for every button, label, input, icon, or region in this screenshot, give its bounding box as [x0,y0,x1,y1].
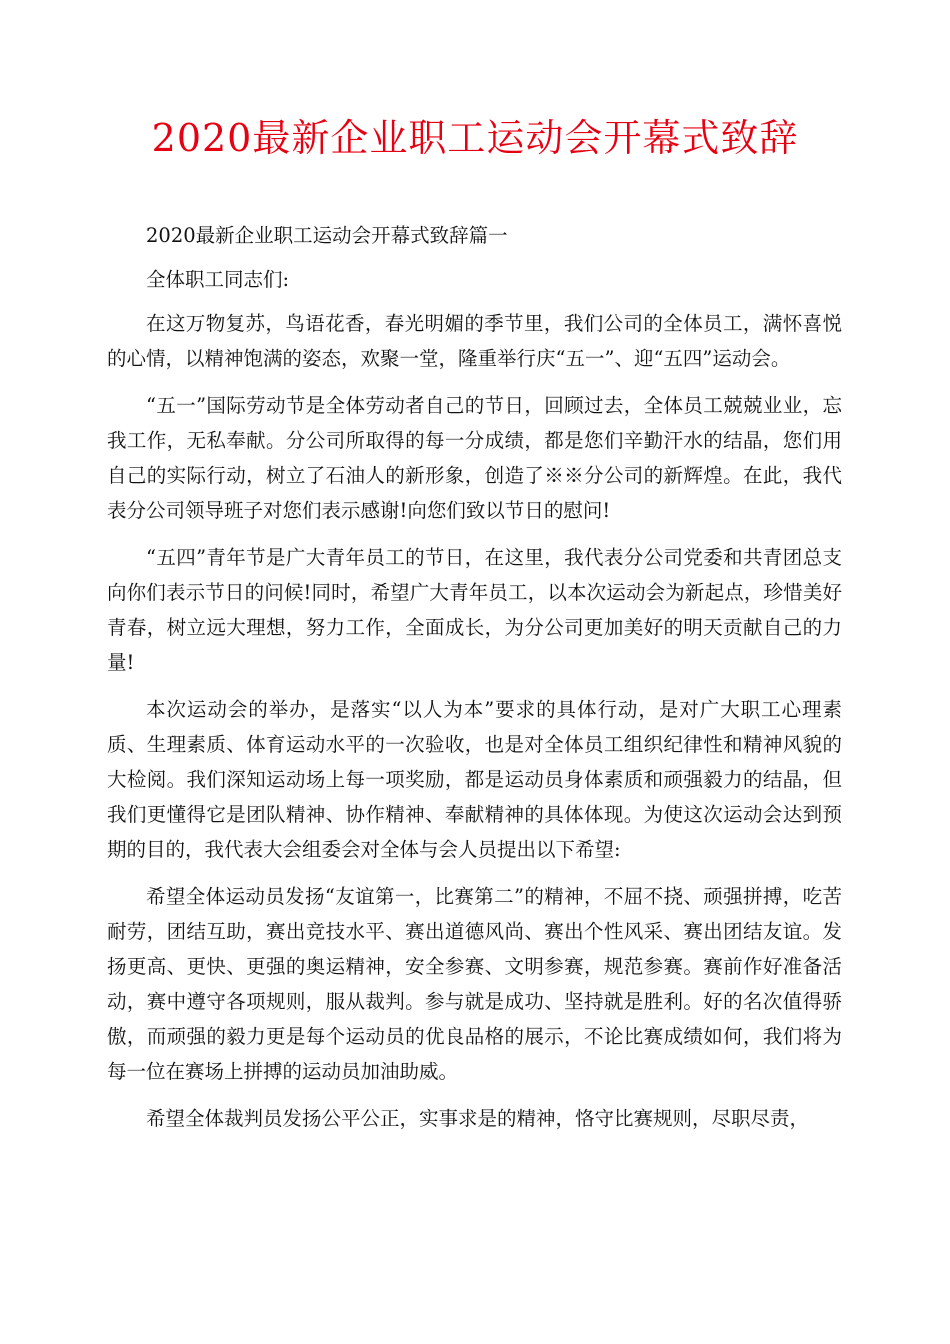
paragraph: “五一”国际劳动节是全体劳动者自己的节日，回顾过去，全体员工兢兢业业，忘我工作，无私奉献。分公司所取得的每一分成绩，都是您们辛勤汗水的结晶，您们用自己的实际行动，树立了石油人的新形象，创造了※※分公司的新辉煌。在此，我代表分公司领导班子对您们表示感谢!向您们致以节日的慰问! [107,394,842,522]
salutation: 全体职工同志们: [146,268,290,291]
paragraph: 希望全体裁判员发扬公平公正，实事求是的精神，恪守比赛规则，尽职尽责， [146,1107,810,1130]
paragraph: 本次运动会的举办，是落实“以人为本”要求的具体行动，是对广大职工心理素质、生理素质、体育运动水平的一次验收，也是对全体员工组织纪律性和精神风貌的大检阅。我们深知运动场上每一项奖励，都是运动员身体素质和顽强毅力的结晶，但我们更懂得它是团队精神、协作精神、奉献精神的具体体现。为使这次运动会达到预期的目的，我代表大会组委会对全体与会人员提出以下希望: [107,698,842,861]
paragraph: “五四”青年节是广大青年员工的节日，在这里，我代表分公司党委和共青团总支向你们表示节日的问候!同时，希望广大青年员工，以本次运动会为新起点，珍惜美好青春，树立远大理想，努力工作，全面成长，为分公司更加美好的明天贡献自己的力量! [107,546,842,674]
paragraph: 在这万物复苏，鸟语花香，春光明媚的季节里，我们公司的全体员工，满怀喜悦的心情，以精神饱满的姿态，欢聚一堂，隆重举行庆“五一”、迎“五四”运动会。 [107,312,842,370]
section-heading: 2020最新企业职工运动会开幕式致辞篇一 [146,224,508,247]
document-title: 2020最新企业职工运动会开幕式致辞 [151,116,799,160]
paragraph: 希望全体运动员发扬“友谊第一，比赛第二”的精神，不屈不挠、顽强拼搏，吃苦耐劳，团结互助，赛出竞技水平、赛出道德风尚、赛出个性风采、赛出团结友谊。发扬更高、更快、更强的奥运精神，安全参赛、文明参赛，规范参赛。赛前作好准备活动，赛中遵守各项规则，服从裁判。参与就是成功、坚持就是胜利。好的名次值得骄傲，而顽强的毅力更是每个运动员的优良品格的展示，不论比赛成绩如何，我们将为每一位在赛场上拼搏的运动员加油助威。 [107,885,842,1083]
document-body [107,218,842,1148]
